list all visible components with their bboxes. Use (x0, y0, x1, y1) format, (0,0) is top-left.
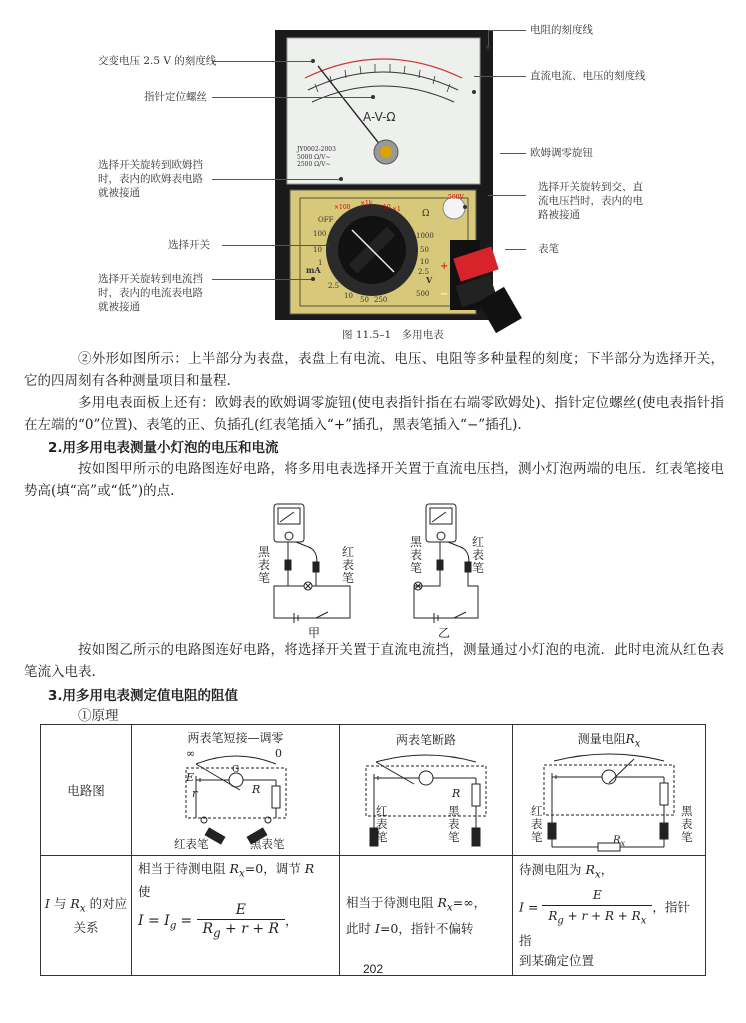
callout-ohm-zero-knob: 欧姆调零旋钮 (530, 147, 593, 159)
dial-label-v: V (426, 275, 433, 285)
figure-caption: 图 11.5–1 多用电表 (342, 329, 444, 341)
col-title-measure: 测量电阻$R_x$ (577, 732, 641, 750)
callout-leads: 表笔 (538, 243, 559, 255)
callout-current-range-1: 选择开关旋转到电流挡 (98, 273, 203, 285)
dial-label: 500V (448, 194, 464, 201)
dial-label: ×10 (378, 204, 391, 211)
callout-current-range-3: 就被接通 (98, 301, 140, 313)
paragraph-current: 按如图乙所示的电路图连好电路，将选择开关置于直流电流挡，测量通过小灯泡的电流．此时电流从红色表笔流入电表. (24, 642, 724, 680)
callout-voltage-range-2: 流电压挡时，表内的电 (538, 195, 643, 207)
cell-relation-short: 相当于待测电阻 $R_x=0$，调节 R 使 $I = I_g$ = $\frac{E}{R_g + r + R}$ ， (132, 856, 340, 976)
dial-label: ×100 (334, 204, 351, 211)
label-Rx: $R_x$ (613, 835, 626, 848)
jack-minus-label: − (440, 289, 449, 300)
callout-ohm-range-3: 就被接通 (98, 187, 140, 199)
dial-label: 10 (420, 258, 429, 266)
dial-label: 500 (416, 290, 430, 298)
cell-short-circuit (132, 725, 340, 856)
label-zero: 0 (275, 747, 282, 760)
paragraph-panel: 多用电表面板上还有：欧姆表的欧姆调零旋钮(使电表指针指在右端零欧姆处)、指针定位螺丝(使电表指针指在左端的“0”位置)、表笔的正、负插孔(红表笔插入“+”插孔，黑表笔插入“−”插孔). (24, 395, 724, 433)
cell-relation-open: 相当于待测电阻 $R_x=\infty$， 此时 I=0，指针不偏转 (340, 856, 513, 976)
dial-label: 2.5 (418, 268, 430, 276)
label-r: r (192, 787, 198, 800)
paragraph-voltage: 按如图甲所示的电路图连好电路，将多用电表选择开关置于直流电压挡，测小灯泡两端的电压．红表笔接电势高(填“高”或“低”)的点. (24, 461, 724, 499)
cell-relation-measure: 待测电阻为 $R_x$， I = $\frac{E}{R_g + r + R + R_x}$ ，指针指 到某确定位置 (513, 856, 706, 976)
dial-label-ma: mA (306, 265, 321, 275)
black-lead-label-b: 黑表笔 (410, 535, 423, 575)
subheading-principle: ①原理 (78, 708, 119, 724)
col-title-open: 两表笔断路 (395, 733, 456, 747)
label-red-vertical: 红表笔 (376, 804, 388, 844)
row-head-circuit: 电路图 (41, 725, 132, 856)
label-R: R (252, 783, 261, 796)
dial-label: 100 (313, 230, 327, 238)
heading-voltage-current: 2.用多用电表测量小灯泡的电压和电流 (48, 440, 279, 456)
paragraph-appearance: ②外形如图所示：上半部分为表盘，表盘上有电流、电压、电阻等多种量程的刻度；下半部分为选择开关，它的四周刻有各种测量项目和量程. (24, 351, 724, 389)
dial-label: ×1k (360, 200, 373, 207)
red-lead-label-a: 红表笔 (342, 545, 355, 585)
callout-current-range-2: 时，表内的电流表电路 (98, 287, 203, 299)
dial-label: 1000 (416, 232, 434, 240)
dial-label-ohm: Ω (422, 209, 430, 219)
dial-label: 250 (374, 296, 388, 304)
row-head-relation: I 与 $R_x$ 的对应关系 (41, 856, 132, 976)
callout-ac-scale: 交变电压 2.5 V 的刻度线 (98, 55, 217, 67)
label-black-vertical: 黑表笔 (681, 804, 693, 844)
dial-label: 10 (313, 246, 322, 254)
meter-sensitivity-2: 2500 Ω/V~ (297, 161, 331, 168)
page-number: 202 (363, 962, 384, 976)
meter-sensitivity-1: 5000 Ω/V~ (297, 154, 331, 161)
principle-table (40, 724, 706, 976)
red-lead-label-b: 红表笔 (472, 535, 485, 575)
callout-ohm-range-1: 选择开关旋转到欧姆挡 (98, 159, 203, 171)
label-black-lead: 黑表笔 (250, 837, 285, 851)
label-infinity: ∞ (186, 747, 196, 760)
circuit-label-a: 甲 (308, 626, 321, 640)
label-R: R (452, 787, 461, 800)
label-red-lead: 红表笔 (174, 837, 209, 851)
dial-label: ×1 (392, 206, 401, 213)
callout-zero-screw: 指针定位螺丝 (144, 91, 207, 103)
label-E: E (186, 771, 195, 784)
dial-label: 2.5 (328, 282, 340, 290)
circuit-label-b: 乙 (438, 626, 451, 640)
black-lead-label-a: 黑表笔 (258, 545, 271, 585)
multimeter-figure (0, 0, 746, 350)
dial-label: 50 (420, 246, 429, 254)
label-red-vertical: 红表笔 (531, 804, 543, 844)
label-G: G (232, 765, 240, 775)
cell-open-circuit (340, 725, 513, 856)
callout-voltage-range-3: 路被接通 (538, 209, 580, 221)
meter-face-text: A-V-Ω (363, 110, 396, 124)
heading-resistance: 3.用多用电表测定值电阻的阻值 (48, 688, 239, 704)
dial-label: 1 (318, 259, 323, 267)
cell-measure (513, 725, 706, 856)
meter-model: JY0002-2003 (297, 146, 336, 153)
callout-voltage-range-1: 选择开关旋转到交、直 (538, 181, 643, 193)
label-black-vertical: 黑表笔 (448, 804, 460, 844)
callout-dc-scale: 直流电流、电压的刻度线 (530, 70, 646, 82)
callout-selector: 选择开关 (168, 239, 210, 251)
callout-ohm-range-2: 时，表内的欧姆表电路 (98, 173, 203, 185)
col-title-short: 两表笔短接—调零 (187, 731, 284, 745)
dial-label: 50 (360, 296, 369, 304)
dial-label-off: OFF (318, 216, 334, 224)
callout-ohm-scale: 电阻的刻度线 (530, 24, 593, 36)
circuit-diagrams (250, 500, 510, 640)
jack-plus-label: + (440, 261, 449, 272)
dial-label: 10 (344, 292, 353, 300)
